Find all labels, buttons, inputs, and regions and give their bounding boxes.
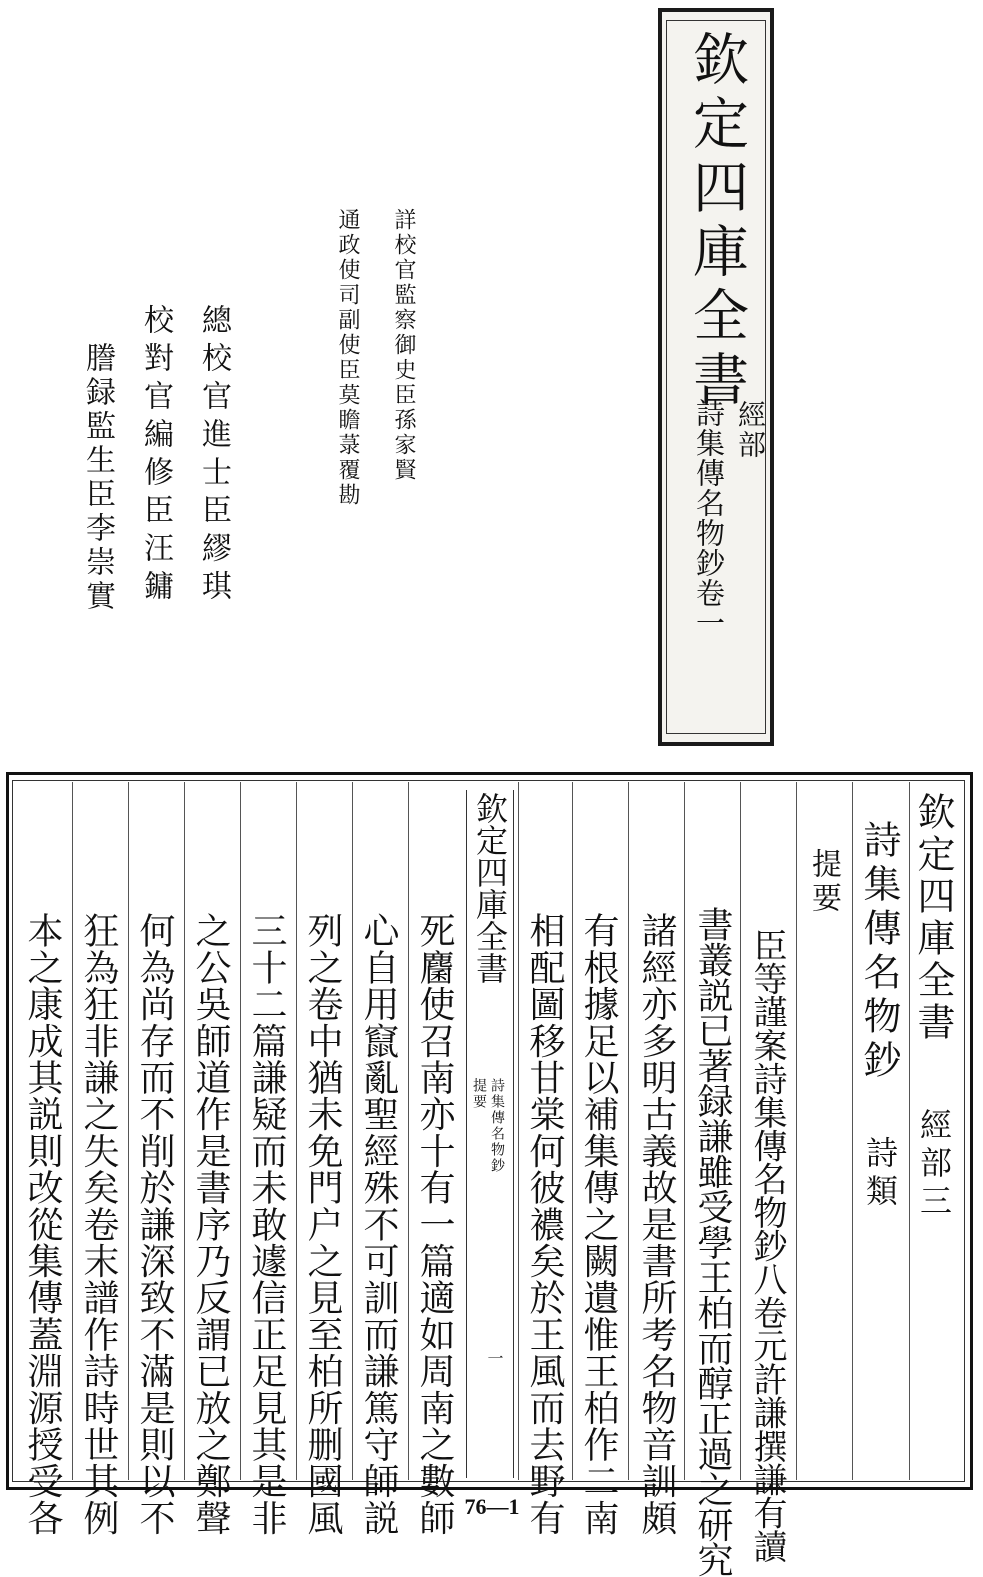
column-rule (128, 782, 129, 1480)
column-rule (352, 782, 353, 1480)
column-rule (572, 782, 573, 1480)
column-rule (240, 782, 241, 1480)
column-rule (740, 782, 741, 1480)
text-column: 本之康成其説則改從集傳蓋淵源授受各 (22, 912, 63, 1536)
subcategory: 詩類 (861, 1136, 899, 1212)
text-column: 書叢説已著録謙雖受學王柏而醇正過之研究 (692, 906, 733, 1577)
text-column: 心自用竄亂聖經殊不可訓而謙篤守師説 (358, 912, 399, 1536)
text-column: 諸經亦多明古義故是書所考名物音訓頗 (636, 912, 677, 1536)
section-title: 提要 (806, 848, 841, 916)
cover-category: 經部 (734, 400, 767, 460)
column-rule (909, 782, 910, 1480)
text-column: 三十二篇謙疑而未敢遽信正足見其是非 (246, 912, 287, 1536)
text-column: 有根據足以補集傳之闕遺惟王柏作二南 (578, 912, 619, 1536)
banxin-page-number: 一 (485, 1350, 504, 1366)
column-rule (852, 782, 853, 1480)
column-rule (184, 782, 185, 1480)
cover-title: 欽定四庫全書 (684, 30, 749, 414)
cover-volume: 詩集傳名物鈔卷一 (692, 398, 726, 638)
credit-collator: 校對官編修臣汪鏞 (138, 304, 173, 608)
column-rule (628, 782, 629, 1480)
footer-page-number: 76—1 (464, 1494, 520, 1519)
credit-copyist: 謄録監生臣李崇實 (80, 342, 115, 614)
book-title: 詩集傳名物鈔 (857, 820, 901, 1084)
text-column: 臣等謹案詩集傳名物鈔八卷元許謙撰謙有讀 (747, 928, 787, 1563)
banxin-title: 欽定四庫全書 (471, 792, 509, 984)
text-column: 狂為狂非謙之失矣卷末譜作詩時世其例 (78, 912, 119, 1536)
credit-chief-collator: 總校官進士臣繆琪 (196, 304, 231, 608)
text-column: 死麕使召南亦十有一篇適如周南之數師 (414, 912, 455, 1536)
text-column: 何為尚存而不削於謙深致不滿是則以不 (134, 912, 175, 1536)
column-rule (408, 782, 409, 1480)
banxin-book: 詩集傳名物鈔 (489, 1078, 505, 1174)
text-column: 相配圖移甘棠何彼襛矣於王風而去野有 (524, 912, 565, 1536)
column-rule (796, 782, 797, 1480)
column-rule (518, 782, 519, 1480)
banxin-section: 提要 (471, 1078, 487, 1110)
text-column: 之公吳師道作是書序乃反謂已放之鄭聲 (190, 912, 231, 1536)
credit-proofreader-2: 通政使司副使臣莫瞻菉覆勘 (335, 208, 360, 508)
text-column: 列之卷中猶未免門户之見至柏所删國風 (302, 912, 343, 1536)
column-rule (296, 782, 297, 1480)
column-rule (684, 782, 685, 1480)
page-category: 經部三 (915, 1108, 953, 1222)
credit-proofreader-1: 詳校官監察御史臣孫家賢 (391, 208, 416, 483)
column-rule (72, 782, 73, 1480)
page-header: 欽定四庫全書 (911, 792, 955, 1044)
